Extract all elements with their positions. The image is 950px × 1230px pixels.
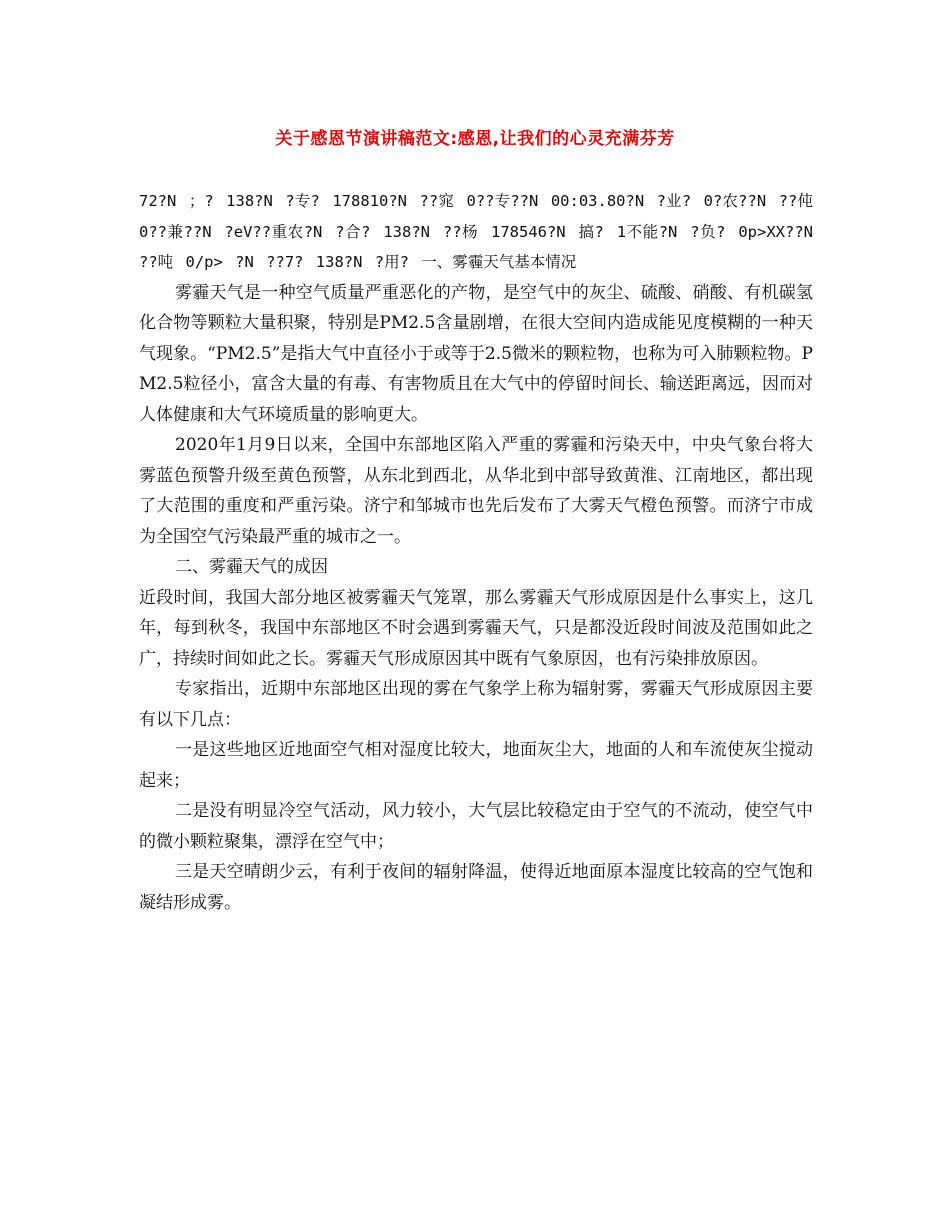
paragraph-pollution-event: 2020年1月9日以来，全国中东部地区陷入严重的雾霾和污染天中，中央气象台将大雾蓝色预警升级至黄色预警，从东北到西北，从华北到中部导致黄淮、江南地区，都出现了大范围的重度和严重污染。济宁和邹城市也先后发布了大雾天气橙色预警。而济宁市成为全国空气污染最严重的城市之一。	[139, 435, 813, 547]
document-title: 关于感恩节演讲稿范文:感恩,让我们的心灵充满芬芳	[275, 129, 675, 149]
paragraph-cause-two: 二是没有明显冷空气活动，风力较小，大气层比较稳定由于空气的不流动，使空气中的微小颗粒聚集，漂浮在空气中；	[139, 801, 813, 852]
paragraph-cause-three: 三是天空晴朗少云，有利于夜间的辐射降温，使得近地面原本湿度比较高的空气饱和凝结形成雾。	[139, 862, 813, 913]
paragraph-expert-view: 专家指出，近期中东部地区出现的雾在气象学上称为辐射雾，雾霾天气形成原因主要有以下几点：	[139, 679, 813, 730]
garbled-text-block: 72?N ；? 138?N ?专? 178810?N ??窕 0??专??N 00:03.80?N ?业? 0?农??N ??伅 0??兼??N ?eV??重农?N ?合? 138?N ??杨 178546?N 搞? 1不能?N ?负? 0p>XX??N ??吨 0/p> ?N ??7? 138?N ?用? 一、雾霾天气基本情况	[139, 192, 813, 271]
document-body	[139, 186, 813, 918]
paragraph-cause-one: 一是这些地区近地面空气相对湿度比较大，地面灰尘大，地面的人和车流使灰尘搅动起来；	[139, 740, 813, 791]
section-heading-causes: 二、雾霾天气的成因	[175, 557, 328, 577]
paragraph-recent-haze: 近段时间，我国大部分地区被雾霾天气笼罩，那么雾霾天气形成原因是什么事实上，这几年，每到秋冬，我国中东部地区不时会遇到雾霾天气，只是都没近段时间波及范围如此之广，持续时间如此之长。雾霾天气形成原因其中既有气象原因，也有污染排放原因。	[139, 587, 813, 669]
paragraph-haze-definition: 雾霾天气是一种空气质量严重恶化的产物，是空气中的灰尘、硫酸、硝酸、有机碳氢化合物等颗粒大量积聚，特别是PM2.5含量剧增，在很大空间内造成能见度模糊的一种天气现象。“PM2.5”是指大气中直径小于或等于2.5微米的颗粒物，也称为可入肺颗粒物。PM2.5粒径小，富含大量的有毒、有害物质且在大气中的停留时间长、输送距离远，因而对人体健康和大气环境质量的影响更大。	[139, 282, 813, 425]
